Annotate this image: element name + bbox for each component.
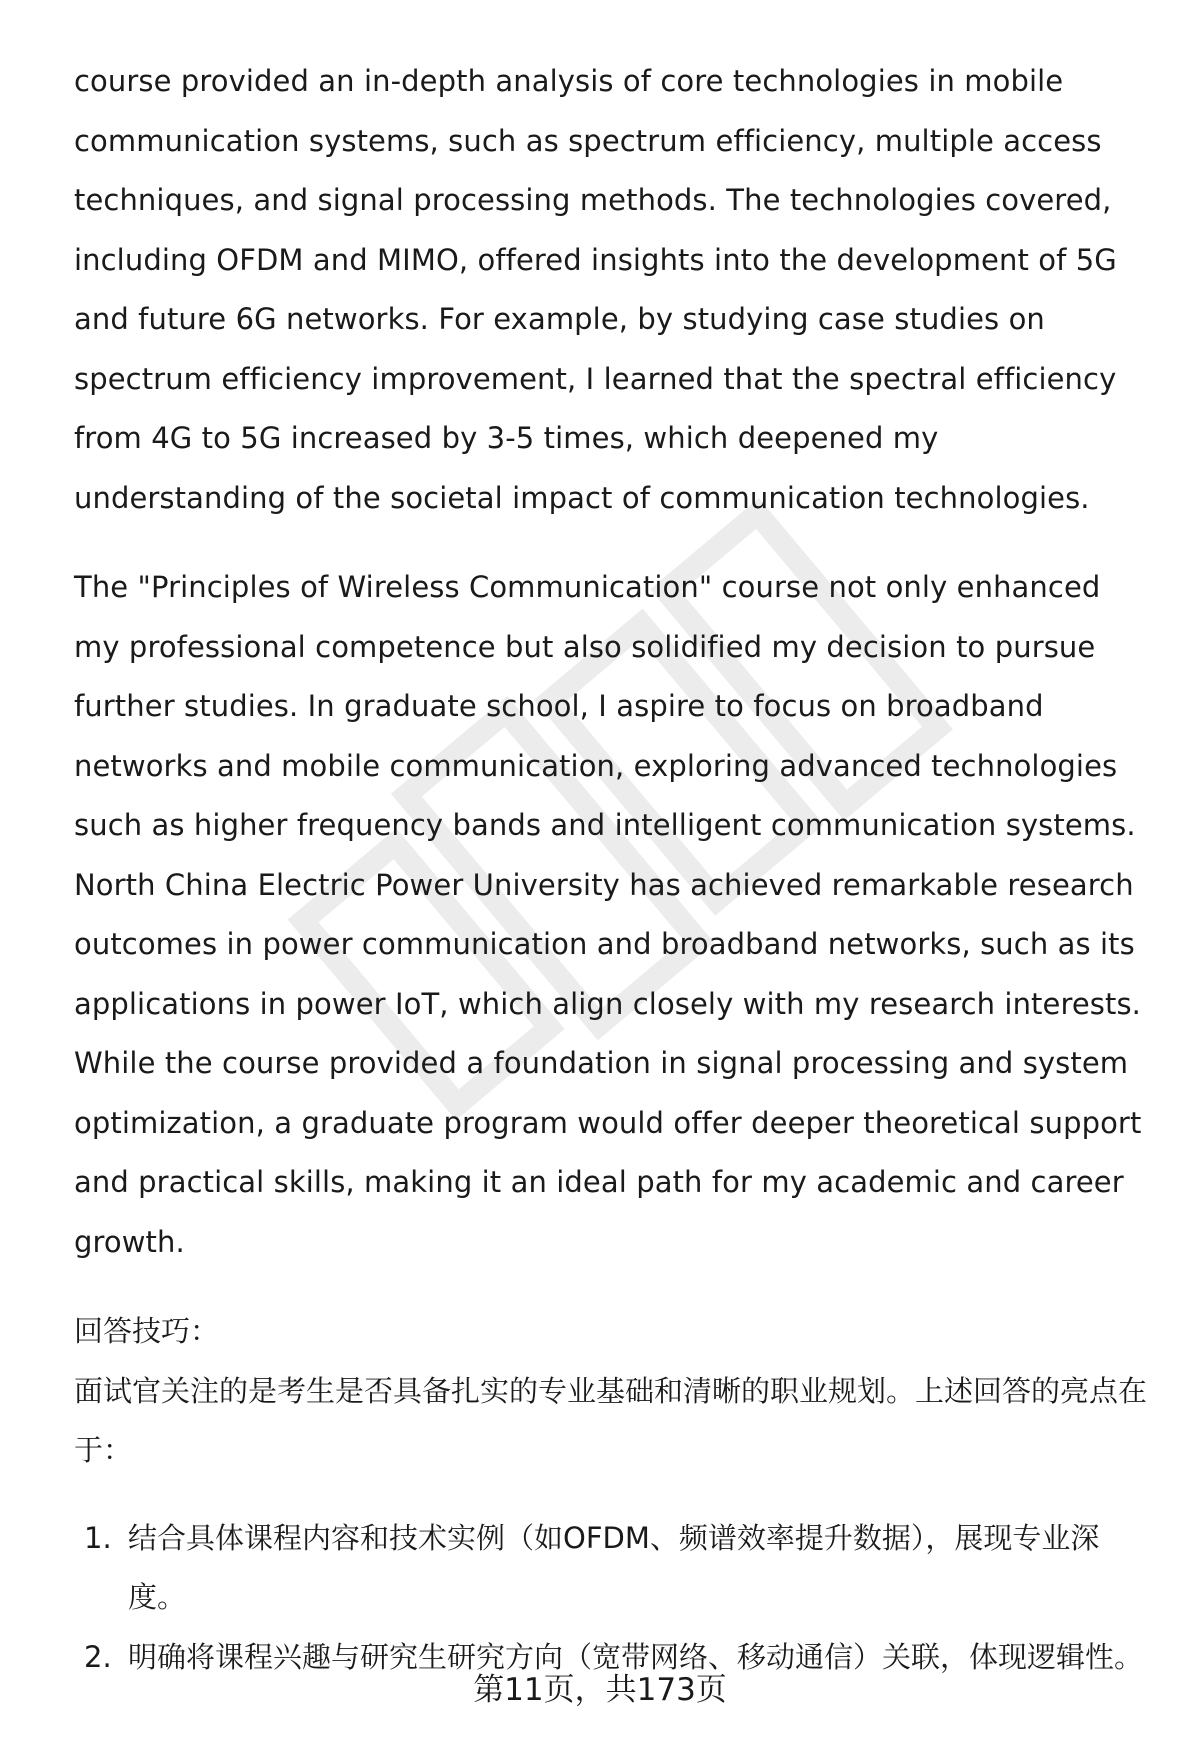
list-item-number: 1.: [84, 1520, 112, 1555]
tips-title: 回答技巧：: [74, 1314, 220, 1348]
answer-tips-section: [74, 1302, 1154, 1687]
list-item: [74, 1509, 1154, 1628]
paragraph-graduate-plans: The "Principles of Wireless Communication" course not only enhanced my professional competence but also solidified my decision to pursue further studies. In graduate school, I aspire to focus on broadband networks and mobile communication, exploring advanced technologies such as higher frequency bands and intelligent communication systems. North China Electric Power University has achieved remarkable research outcomes in power communication and broadband networks, such as its applications in power IoT, which align closely with my research interests. While the course provided a foundation in signal processing and system optimization, a graduate program would offer deeper theoretical support and practical skills, making it an ideal path for my academic and career growth.: [74, 570, 1142, 1259]
tips-list: [74, 1509, 1154, 1688]
list-item-number: 2.: [84, 1639, 112, 1674]
list-item-text: 明确将课程兴趣与研究生研究方向（宽带网络、移动通信）关联，体现逻辑性。: [128, 1639, 1144, 1674]
paragraph-course-analysis: course provided an in-depth analysis of core technologies in mobile communication systems, such as spectrum efficiency, multiple access techniques, and signal processing methods. The technologies covered, including OFDM and MIMO, offered insights into the development of 5G and future 6G networks. For example, by studying case studies on spectrum efficiency improvement, I learned that the spectral efficiency from 4G to 5G increased by 3-5 times, which deepened my understanding of the societal impact of communication technologies.: [74, 64, 1117, 515]
page-number-footer: 第11页，共173页: [473, 1672, 727, 1708]
document-body: [74, 52, 1154, 1687]
tips-intro: 面试官关注的是考生是否具备扎实的专业基础和清晰的职业规划。上述回答的亮点在于：: [74, 1373, 1148, 1467]
list-item-text: 结合具体课程内容和技术实例（如OFDM、频谱效率提升数据），展现专业深度。: [128, 1520, 1100, 1614]
